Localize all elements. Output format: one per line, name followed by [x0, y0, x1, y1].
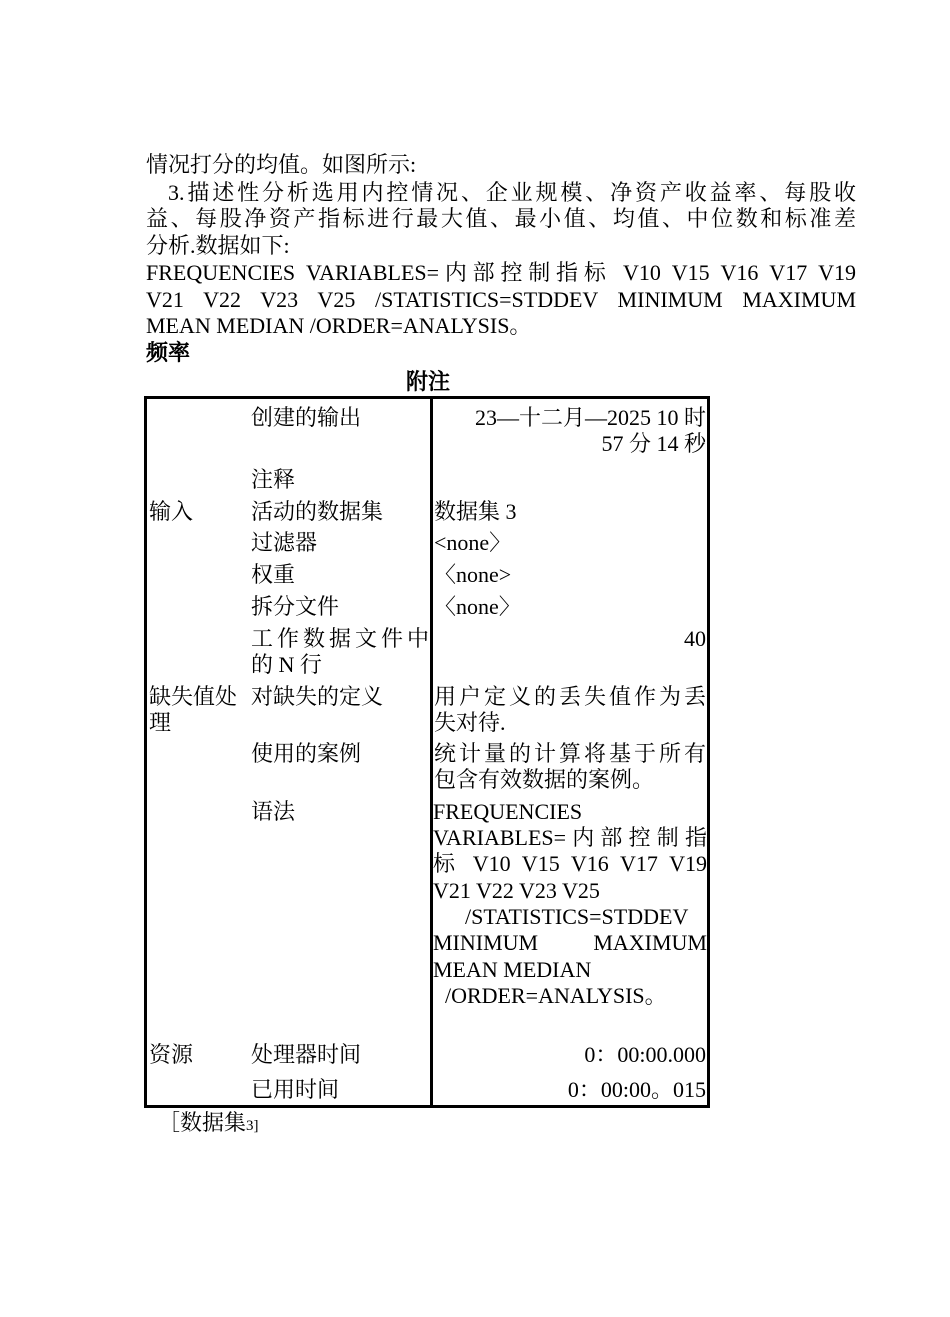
- row-label: 权重: [251, 562, 296, 587]
- syntax-value-line: /ORDER=ANALYSIS。: [445, 983, 667, 1008]
- row-label: 语法: [251, 799, 296, 824]
- row-label: 注释: [251, 467, 296, 492]
- row-label: 对缺失的定义: [251, 684, 384, 709]
- syntax-line: FREQUENCIES VARIABLES=内部控制指标 V10 V15 V16 V17 V19: [146, 260, 856, 285]
- group-label: 输入: [149, 499, 194, 524]
- paragraph-line: 3.描述性分析选用内控情况、企业规模、净资产收益率、每股收: [168, 180, 856, 205]
- row-value: 数据集 3: [434, 499, 517, 524]
- row-label: 创建的输出: [251, 405, 362, 430]
- paragraph-line: 分析.数据如下:: [146, 233, 290, 258]
- syntax-line: MEAN MEDIAN /ORDER=ANALYSIS。: [146, 313, 532, 338]
- row-label: 已用时间: [251, 1077, 340, 1102]
- row-label: 过滤器: [251, 530, 318, 555]
- row-label: 处理器时间: [251, 1042, 362, 1067]
- syntax-value-line: MINIMUM MAXIMUM: [433, 930, 707, 955]
- section-heading: 频率: [146, 340, 191, 365]
- syntax-value-line: VARIABLES=内部控制指: [433, 825, 707, 850]
- row-value: 失对待.: [434, 710, 506, 735]
- syntax-value-line: MEAN MEDIAN: [433, 957, 592, 982]
- group-label: 资源: [149, 1042, 194, 1067]
- syntax-value-line: FREQUENCIES: [433, 799, 583, 824]
- paragraph-line: 益、每股净资产指标进行最大值、最小值、均值、中位数和标准差: [146, 206, 856, 231]
- syntax-line: V21 V22 V23 V25 /STATISTICS=STDDEV MINIMUM MAXIMUM: [146, 287, 856, 312]
- footnote-number: 3]: [246, 1118, 259, 1134]
- syntax-value-line: 标 V10 V15 V16 V17 V19: [433, 851, 707, 876]
- row-label: 拆分文件: [251, 594, 340, 619]
- row-label: 使用的案例: [251, 741, 362, 766]
- row-value: 包含有效数据的案例。: [434, 767, 655, 792]
- row-value: 〈none〉: [434, 594, 521, 619]
- syntax-value-line: V21 V22 V23 V25: [433, 878, 600, 903]
- row-value: <none〉: [434, 530, 512, 555]
- row-label: 活动的数据集: [251, 499, 384, 524]
- notes-table: [144, 396, 710, 1108]
- group-label: 理: [149, 710, 172, 735]
- row-value: 〈none>: [434, 562, 512, 587]
- paragraph-line: 情况打分的均值。如图所示:: [146, 152, 417, 177]
- row-value: 0：00:00。015: [567, 1077, 706, 1102]
- footnote-text: ［数据集: [158, 1110, 247, 1135]
- row-value: 用户定义的丢失值作为丢: [434, 684, 706, 709]
- row-value: 0：00:00.000: [584, 1042, 706, 1067]
- group-label: 缺失值处: [149, 684, 238, 709]
- row-value: 40: [684, 626, 706, 651]
- row-value: 统计量的计算将基于所有: [434, 741, 706, 766]
- row-label: 工作数据文件中: [251, 626, 429, 651]
- column-divider: [430, 399, 433, 1105]
- row-value: 23—十二月—2025 10 时: [474, 405, 706, 430]
- table-title: 附注: [405, 369, 450, 394]
- row-label: 的 N 行: [251, 652, 322, 677]
- row-value: 57 分 14 秒: [601, 431, 706, 456]
- dataset-footnote: [158, 1110, 259, 1139]
- syntax-value-line: /STATISTICS=STDDEV: [465, 904, 689, 929]
